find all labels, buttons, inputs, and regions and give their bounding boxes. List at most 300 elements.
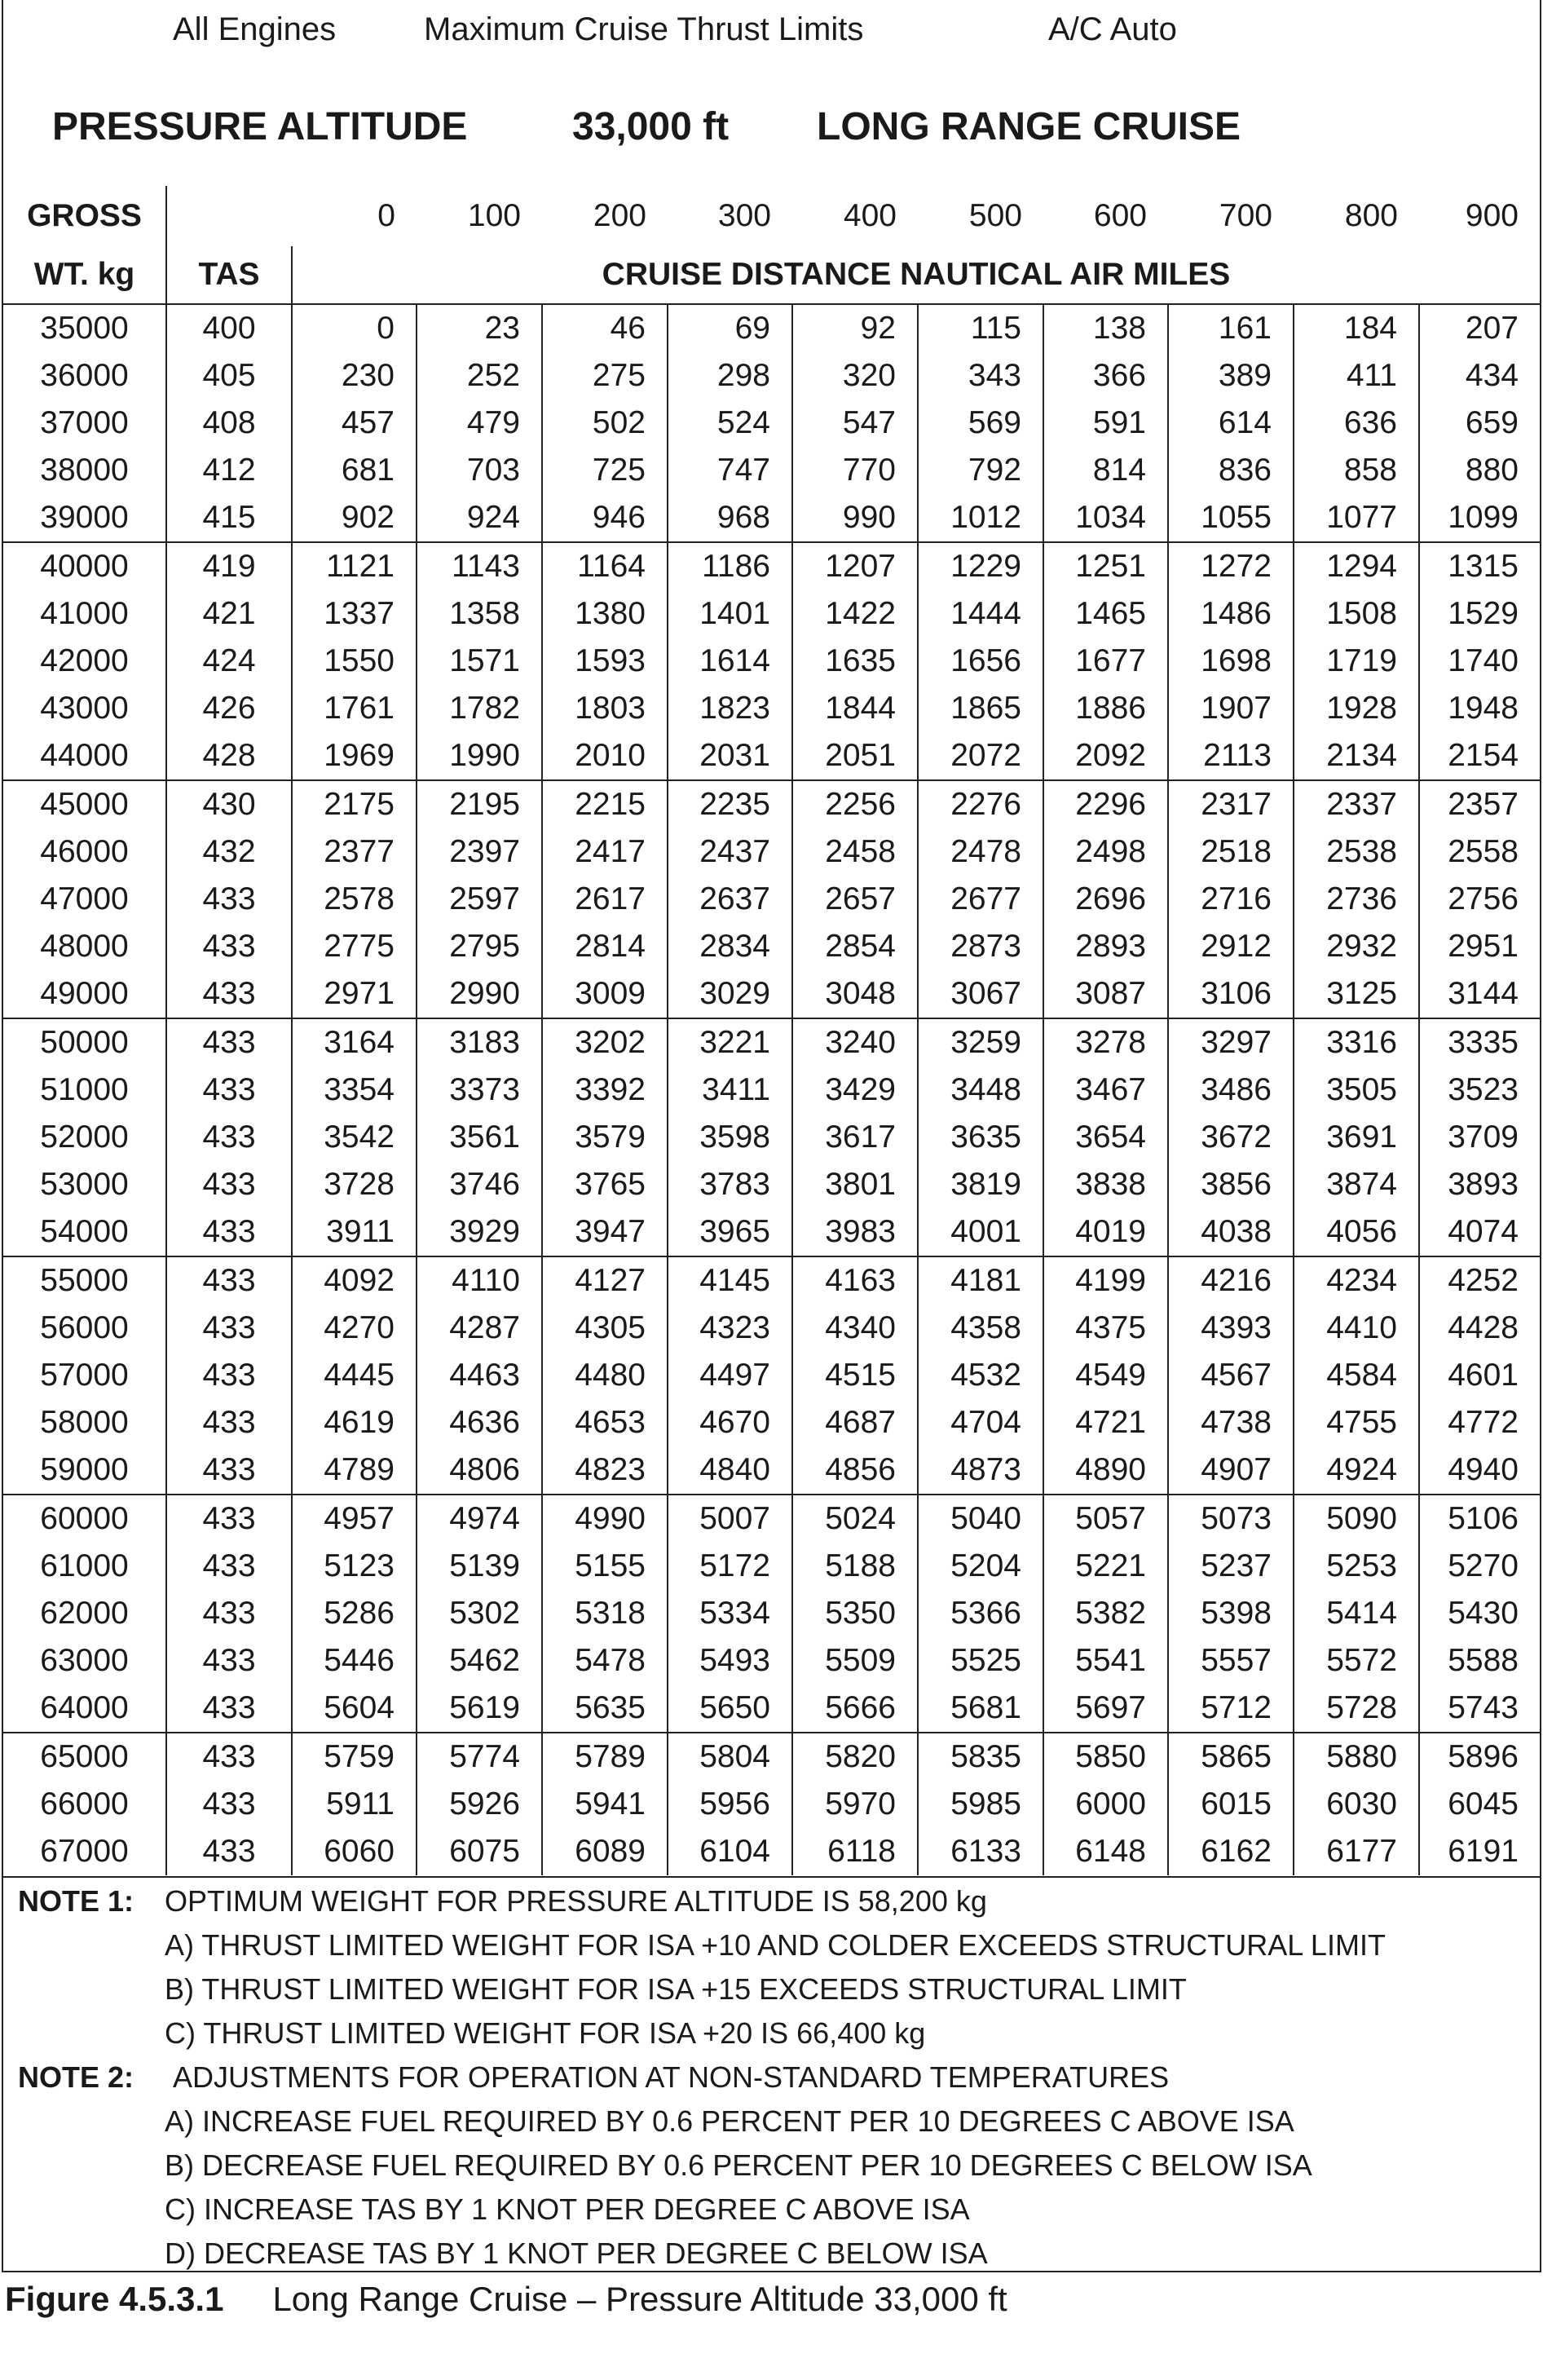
tas-cell: 433 bbox=[166, 923, 292, 970]
distance-cell: 5155 bbox=[542, 1543, 668, 1590]
distance-cell: 457 bbox=[292, 400, 417, 447]
distance-cell: 2031 bbox=[668, 732, 792, 780]
distance-cell: 3125 bbox=[1294, 970, 1419, 1018]
distance-cell: 3819 bbox=[918, 1161, 1043, 1208]
gross-weight-cell: 36000 bbox=[3, 352, 166, 400]
distance-cell: 4567 bbox=[1168, 1352, 1294, 1399]
cruise-distance-table bbox=[3, 186, 1540, 1875]
distance-cell: 3929 bbox=[417, 1208, 542, 1256]
distance-cell: 23 bbox=[417, 304, 542, 352]
distance-cell: 2417 bbox=[542, 828, 668, 876]
distance-cell: 1593 bbox=[542, 638, 668, 685]
distance-cell: 2215 bbox=[542, 780, 668, 828]
table-row bbox=[3, 1114, 1540, 1161]
distance-cell: 5985 bbox=[918, 1781, 1043, 1828]
distance-cell: 3965 bbox=[668, 1208, 792, 1256]
distance-cell: 1761 bbox=[292, 685, 417, 732]
distance-cell: 902 bbox=[292, 494, 417, 542]
distance-cell: 4497 bbox=[668, 1352, 792, 1399]
distance-cell: 4721 bbox=[1043, 1399, 1168, 1446]
distance-cell: 4252 bbox=[1448, 1263, 1519, 1298]
distance-cell: 69 bbox=[668, 304, 792, 352]
distance-cell: 1034 bbox=[1043, 494, 1168, 542]
distance-cell: 1948 bbox=[1448, 691, 1519, 726]
gross-weight-cell: 53000 bbox=[3, 1161, 166, 1208]
table-row bbox=[3, 1781, 1540, 1828]
column-header-row bbox=[3, 186, 1540, 246]
distance-cell: 5588 bbox=[1448, 1643, 1519, 1678]
distance-cell: 1928 bbox=[1294, 685, 1419, 732]
distance-cell: 3505 bbox=[1294, 1066, 1419, 1114]
gross-weight-cell: 55000 bbox=[3, 1256, 166, 1305]
distance-cell: 4019 bbox=[1043, 1208, 1168, 1256]
table-row bbox=[3, 590, 1540, 638]
altitude-value: 33,000 ft bbox=[572, 105, 730, 148]
distance-cell: 2951 bbox=[1448, 929, 1519, 964]
distance-cell: 4653 bbox=[542, 1399, 668, 1446]
tas-cell: 428 bbox=[166, 732, 292, 780]
tas-cell: 433 bbox=[166, 1495, 292, 1543]
distance-cell: 3202 bbox=[542, 1018, 668, 1066]
distance-cell: 5414 bbox=[1294, 1590, 1419, 1637]
cruise-table-sheet bbox=[2, 0, 1541, 2272]
distance-cell: 46 bbox=[542, 304, 668, 352]
note2-label: NOTE 2: bbox=[18, 2060, 134, 2094]
distance-cell: 6060 bbox=[292, 1828, 417, 1875]
note2-item: A) INCREASE FUEL REQUIRED BY 0.6 PERCENT PER 10 DEGREES C ABOVE ISA bbox=[165, 2104, 1294, 2138]
distance-cell: 4445 bbox=[292, 1352, 417, 1399]
tas-cell: 433 bbox=[166, 1637, 292, 1685]
ac-label: A/C Auto bbox=[1048, 11, 1177, 47]
distance-cell: 2716 bbox=[1168, 876, 1294, 923]
distance-cell: 3856 bbox=[1168, 1161, 1294, 1208]
table-row bbox=[3, 685, 1540, 732]
distance-cell: 636 bbox=[1294, 400, 1419, 447]
distance-cell: 3448 bbox=[918, 1066, 1043, 1114]
distance-cell: 1886 bbox=[1043, 685, 1168, 732]
distance-cell: 1315 bbox=[1448, 549, 1519, 584]
distance-cell: 6133 bbox=[918, 1828, 1043, 1875]
distance-cell: 814 bbox=[1043, 447, 1168, 494]
distance-cell: 2051 bbox=[792, 732, 918, 780]
distance-cell: 4428 bbox=[1448, 1310, 1519, 1345]
distance-cell: 5712 bbox=[1168, 1685, 1294, 1733]
distance-cell: 5334 bbox=[668, 1590, 792, 1637]
distance-column-header: 900 bbox=[1465, 198, 1519, 233]
distance-cell: 5804 bbox=[668, 1733, 792, 1781]
distance-cell: 4480 bbox=[542, 1352, 668, 1399]
distance-cell: 1803 bbox=[542, 685, 668, 732]
distance-cell: 2558 bbox=[1448, 834, 1519, 869]
distance-cell: 3392 bbox=[542, 1066, 668, 1114]
distance-cell: 1865 bbox=[918, 685, 1043, 732]
gross-weight-cell: 65000 bbox=[3, 1733, 166, 1781]
distance-cell: 924 bbox=[417, 494, 542, 542]
note1-label: NOTE 1: bbox=[18, 1884, 134, 1918]
distance-cell: 275 bbox=[542, 352, 668, 400]
distance-cell: 5728 bbox=[1294, 1685, 1419, 1733]
distance-cell: 434 bbox=[1465, 358, 1519, 393]
distance-cell: 3598 bbox=[668, 1114, 792, 1161]
distance-cell: 3874 bbox=[1294, 1161, 1419, 1208]
gross-weight-cell: 45000 bbox=[3, 780, 166, 828]
table-row bbox=[3, 1446, 1540, 1495]
distance-cell: 320 bbox=[792, 352, 918, 400]
distance-cell: 252 bbox=[417, 352, 542, 400]
distance-cell: 4270 bbox=[292, 1305, 417, 1352]
distance-cell: 5286 bbox=[292, 1590, 417, 1637]
gross-header: GROSS bbox=[3, 186, 166, 246]
distance-cell: 614 bbox=[1168, 400, 1294, 447]
distance-cell: 5446 bbox=[292, 1637, 417, 1685]
distance-column-header: 200 bbox=[593, 198, 646, 233]
engines-label: All Engines bbox=[173, 11, 337, 47]
table-row bbox=[3, 1685, 1540, 1733]
tas-cell: 433 bbox=[166, 1256, 292, 1305]
distance-cell: 4907 bbox=[1168, 1446, 1294, 1495]
figure-number: Figure 4.5.3.1 bbox=[5, 2280, 224, 2318]
distance-cell: 2932 bbox=[1294, 923, 1419, 970]
note2-item: C) INCREASE TAS BY 1 KNOT PER DEGREE C ABOVE ISA bbox=[165, 2192, 970, 2226]
tas-cell: 433 bbox=[166, 1828, 292, 1875]
distance-cell: 5970 bbox=[792, 1781, 918, 1828]
distance-cell: 4772 bbox=[1448, 1405, 1519, 1440]
note2-item: D) DECREASE TAS BY 1 KNOT PER DEGREE C BELOW ISA bbox=[165, 2236, 988, 2270]
table-row bbox=[3, 780, 1540, 828]
table-row bbox=[3, 732, 1540, 780]
distance-cell: 6045 bbox=[1448, 1786, 1519, 1821]
distance-cell: 1782 bbox=[417, 685, 542, 732]
tas-cell: 433 bbox=[166, 1018, 292, 1066]
distance-cell: 770 bbox=[792, 447, 918, 494]
distance-cell: 3009 bbox=[542, 970, 668, 1018]
table-row bbox=[3, 400, 1540, 447]
distance-cell: 3486 bbox=[1168, 1066, 1294, 1114]
cruise-mode-label: LONG RANGE CRUISE bbox=[817, 105, 1241, 148]
distance-cell: 4463 bbox=[417, 1352, 542, 1399]
tas-cell: 433 bbox=[166, 1114, 292, 1161]
distance-cell: 5073 bbox=[1168, 1495, 1294, 1543]
distance-cell: 5493 bbox=[668, 1637, 792, 1685]
tas-cell: 430 bbox=[166, 780, 292, 828]
distance-cell: 4110 bbox=[417, 1256, 542, 1305]
tas-cell: 400 bbox=[166, 304, 292, 352]
distance-cell: 3801 bbox=[792, 1161, 918, 1208]
distance-cell: 2235 bbox=[668, 780, 792, 828]
distance-cell: 3542 bbox=[292, 1114, 417, 1161]
table-row bbox=[3, 1018, 1540, 1066]
tas-cell: 433 bbox=[166, 1590, 292, 1637]
distance-cell: 4145 bbox=[668, 1256, 792, 1305]
distance-cell: 5221 bbox=[1043, 1543, 1168, 1590]
distance-cell: 2397 bbox=[417, 828, 542, 876]
tas-cell: 433 bbox=[166, 1685, 292, 1733]
distance-cell: 5270 bbox=[1448, 1548, 1519, 1583]
distance-cell: 1698 bbox=[1168, 638, 1294, 685]
distance-cell: 5572 bbox=[1294, 1637, 1419, 1685]
gross-weight-cell: 41000 bbox=[3, 590, 166, 638]
distance-cell: 880 bbox=[1465, 453, 1519, 488]
distance-cell: 5318 bbox=[542, 1590, 668, 1637]
distance-column-header: 300 bbox=[717, 198, 771, 233]
distance-cell: 1444 bbox=[918, 590, 1043, 638]
distance-cell: 5956 bbox=[668, 1781, 792, 1828]
gross-weight-cell: 49000 bbox=[3, 970, 166, 1018]
distance-cell: 547 bbox=[792, 400, 918, 447]
distance-cell: 2677 bbox=[918, 876, 1043, 923]
distance-cell: 1635 bbox=[792, 638, 918, 685]
distance-column-header: 400 bbox=[843, 198, 897, 233]
distance-cell: 4056 bbox=[1294, 1208, 1419, 1256]
distance-cell: 5650 bbox=[668, 1685, 792, 1733]
distance-cell: 5090 bbox=[1294, 1495, 1419, 1543]
distance-cell: 3635 bbox=[918, 1114, 1043, 1161]
gross-weight-cell: 61000 bbox=[3, 1543, 166, 1590]
distance-cell: 4163 bbox=[792, 1256, 918, 1305]
table-row bbox=[3, 1590, 1540, 1637]
gross-weight-cell: 52000 bbox=[3, 1114, 166, 1161]
distance-cell: 184 bbox=[1294, 304, 1419, 352]
distance-cell: 4601 bbox=[1448, 1358, 1519, 1393]
distance-cell: 2912 bbox=[1168, 923, 1294, 970]
distance-cell: 591 bbox=[1043, 400, 1168, 447]
distance-cell: 4823 bbox=[542, 1446, 668, 1495]
distance-cell: 2657 bbox=[792, 876, 918, 923]
distance-cell: 1358 bbox=[417, 590, 542, 638]
distance-cell: 2134 bbox=[1294, 732, 1419, 780]
distance-cell: 2498 bbox=[1043, 828, 1168, 876]
distance-cell: 411 bbox=[1294, 352, 1419, 400]
distance-cell: 4704 bbox=[918, 1399, 1043, 1446]
distance-cell: 115 bbox=[918, 304, 1043, 352]
distance-cell: 4410 bbox=[1294, 1305, 1419, 1352]
distance-cell: 4738 bbox=[1168, 1399, 1294, 1446]
distance-cell: 5941 bbox=[542, 1781, 668, 1828]
table-row bbox=[3, 1828, 1540, 1875]
distance-cell: 1571 bbox=[417, 638, 542, 685]
distance-cell: 5478 bbox=[542, 1637, 668, 1685]
distance-cell: 4234 bbox=[1294, 1256, 1419, 1305]
distance-cell: 4636 bbox=[417, 1399, 542, 1446]
distance-cell: 2696 bbox=[1043, 876, 1168, 923]
gross-weight-cell: 67000 bbox=[3, 1828, 166, 1875]
distance-cell: 5462 bbox=[417, 1637, 542, 1685]
distance-cell: 2072 bbox=[918, 732, 1043, 780]
distance-cell: 1294 bbox=[1294, 542, 1419, 590]
gross-weight-cell: 42000 bbox=[3, 638, 166, 685]
distance-cell: 2893 bbox=[1043, 923, 1168, 970]
table-row bbox=[3, 1352, 1540, 1399]
distance-cell: 1164 bbox=[542, 542, 668, 590]
distance-cell: 4584 bbox=[1294, 1352, 1419, 1399]
distance-cell: 3316 bbox=[1294, 1018, 1419, 1066]
distance-cell: 2337 bbox=[1294, 780, 1419, 828]
distance-cell: 6104 bbox=[668, 1828, 792, 1875]
gross-weight-cell: 48000 bbox=[3, 923, 166, 970]
distance-cell: 4619 bbox=[292, 1399, 417, 1446]
distance-cell: 1508 bbox=[1294, 590, 1419, 638]
distance-cell: 4924 bbox=[1294, 1446, 1419, 1495]
table-row bbox=[3, 1637, 1540, 1685]
distance-cell: 1486 bbox=[1168, 590, 1294, 638]
distance-cell: 5302 bbox=[417, 1590, 542, 1637]
gross-weight-cell: 37000 bbox=[3, 400, 166, 447]
tas-cell: 421 bbox=[166, 590, 292, 638]
distance-cell: 5398 bbox=[1168, 1590, 1294, 1637]
distance-cell: 681 bbox=[292, 447, 417, 494]
distance-cell: 6089 bbox=[542, 1828, 668, 1875]
distance-cell: 3259 bbox=[918, 1018, 1043, 1066]
distance-cell: 5350 bbox=[792, 1590, 918, 1637]
distance-cell: 1907 bbox=[1168, 685, 1294, 732]
distance-cell: 5007 bbox=[668, 1495, 792, 1543]
gross-weight-cell: 66000 bbox=[3, 1781, 166, 1828]
table-row bbox=[3, 494, 1540, 542]
tas-cell: 433 bbox=[166, 970, 292, 1018]
distance-cell: 2597 bbox=[417, 876, 542, 923]
distance-cell: 6162 bbox=[1168, 1828, 1294, 1875]
distance-cell: 366 bbox=[1043, 352, 1168, 400]
distance-cell: 4940 bbox=[1419, 1446, 1540, 1495]
table-row bbox=[3, 542, 1540, 590]
distance-cell: 5850 bbox=[1043, 1733, 1168, 1781]
distance-cell: 3947 bbox=[542, 1208, 668, 1256]
distance-cell: 389 bbox=[1168, 352, 1294, 400]
distance-cell: 5926 bbox=[417, 1781, 542, 1828]
distance-cell: 5188 bbox=[792, 1543, 918, 1590]
distance-cell: 3067 bbox=[918, 970, 1043, 1018]
distance-cell: 5666 bbox=[792, 1685, 918, 1733]
gross-weight-cell: 46000 bbox=[3, 828, 166, 876]
distance-cell: 1337 bbox=[292, 590, 417, 638]
distance-cell: 3278 bbox=[1043, 1018, 1168, 1066]
distance-cell: 298 bbox=[668, 352, 792, 400]
distance-cell: 2377 bbox=[292, 828, 417, 876]
distance-cell: 1272 bbox=[1168, 542, 1294, 590]
distance-cell: 1207 bbox=[792, 542, 918, 590]
distance-cell: 4840 bbox=[668, 1446, 792, 1495]
distance-cell: 4806 bbox=[417, 1446, 542, 1495]
distance-column-header: 0 bbox=[377, 198, 395, 233]
distance-cell: 5604 bbox=[292, 1685, 417, 1733]
tas-cell: 412 bbox=[166, 447, 292, 494]
distance-cell: 138 bbox=[1043, 304, 1168, 352]
distance-cell: 3087 bbox=[1043, 970, 1168, 1018]
distance-column-header: 700 bbox=[1219, 198, 1272, 233]
distance-cell: 502 bbox=[542, 400, 668, 447]
tas-cell: 433 bbox=[166, 1305, 292, 1352]
distance-cell: 3373 bbox=[417, 1066, 542, 1114]
distance-cell: 1099 bbox=[1419, 494, 1540, 542]
table-row bbox=[3, 1399, 1540, 1446]
distance-cell: 2617 bbox=[542, 876, 668, 923]
distance-cell: 5106 bbox=[1448, 1501, 1519, 1536]
distance-cell: 5172 bbox=[668, 1543, 792, 1590]
distance-cell: 2814 bbox=[542, 923, 668, 970]
distance-cell: 3106 bbox=[1168, 970, 1294, 1018]
distance-cell: 5896 bbox=[1448, 1739, 1519, 1774]
table-row bbox=[3, 1305, 1540, 1352]
distance-cell: 1844 bbox=[792, 685, 918, 732]
weight-unit-header: WT. kg bbox=[3, 246, 166, 304]
figure-title: Long Range Cruise – Pressure Altitude 33,000 ft bbox=[272, 2280, 1007, 2318]
distance-cell: 2990 bbox=[417, 970, 542, 1018]
distance-cell: 4340 bbox=[792, 1305, 918, 1352]
distance-cell: 3411 bbox=[668, 1066, 792, 1114]
distance-cell: 5040 bbox=[918, 1495, 1043, 1543]
distance-cell: 725 bbox=[542, 447, 668, 494]
gross-weight-cell: 59000 bbox=[3, 1446, 166, 1495]
distance-cell: 2154 bbox=[1419, 732, 1540, 780]
distance-cell: 2195 bbox=[417, 780, 542, 828]
distance-cell: 6075 bbox=[417, 1828, 542, 1875]
distance-cell: 4890 bbox=[1043, 1446, 1168, 1495]
distance-cell: 1614 bbox=[668, 638, 792, 685]
distance-cell: 1990 bbox=[417, 732, 542, 780]
note1-text: OPTIMUM WEIGHT FOR PRESSURE ALTITUDE IS 58,200 kg bbox=[165, 1884, 987, 1918]
gross-weight-cell: 64000 bbox=[3, 1685, 166, 1733]
distance-cell: 2256 bbox=[792, 780, 918, 828]
distance-cell: 4755 bbox=[1294, 1399, 1419, 1446]
distance-cell: 92 bbox=[792, 304, 918, 352]
distance-cell: 2538 bbox=[1294, 828, 1419, 876]
distance-cell: 5743 bbox=[1419, 1685, 1540, 1733]
distance-cell: 2317 bbox=[1168, 780, 1294, 828]
tas-header: TAS bbox=[166, 246, 292, 304]
blank-header-cell bbox=[166, 186, 292, 246]
distance-cell: 3765 bbox=[542, 1161, 668, 1208]
table-row bbox=[3, 876, 1540, 923]
distance-cell: 3561 bbox=[417, 1114, 542, 1161]
distance-cell: 2775 bbox=[292, 923, 417, 970]
altitude-label: PRESSURE ALTITUDE bbox=[52, 105, 468, 148]
distance-cell: 2437 bbox=[668, 828, 792, 876]
distance-cell: 4873 bbox=[918, 1446, 1043, 1495]
distance-cell: 2736 bbox=[1294, 876, 1419, 923]
distance-cell: 4856 bbox=[792, 1446, 918, 1495]
distance-cell: 858 bbox=[1294, 447, 1419, 494]
table-row bbox=[3, 1066, 1540, 1114]
distance-cell: 2795 bbox=[417, 923, 542, 970]
tas-cell: 405 bbox=[166, 352, 292, 400]
distance-cell: 4323 bbox=[668, 1305, 792, 1352]
distance-cell: 1380 bbox=[542, 590, 668, 638]
distance-cell: 5789 bbox=[542, 1733, 668, 1781]
distance-cell: 2756 bbox=[1448, 881, 1519, 916]
tas-cell: 433 bbox=[166, 1066, 292, 1114]
distance-cell: 2834 bbox=[668, 923, 792, 970]
distance-cell: 4074 bbox=[1419, 1208, 1540, 1256]
distance-cell: 5204 bbox=[918, 1543, 1043, 1590]
distance-cell: 3183 bbox=[417, 1018, 542, 1066]
gross-weight-cell: 56000 bbox=[3, 1305, 166, 1352]
gross-weight-cell: 39000 bbox=[3, 494, 166, 542]
distance-cell: 3709 bbox=[1448, 1119, 1519, 1155]
distance-cell: 5911 bbox=[292, 1781, 417, 1828]
distance-cell: 3164 bbox=[292, 1018, 417, 1066]
distance-cell: 230 bbox=[292, 352, 417, 400]
distance-cell: 2092 bbox=[1043, 732, 1168, 780]
distance-cell: 5635 bbox=[542, 1685, 668, 1733]
distance-cell: 5759 bbox=[292, 1733, 417, 1781]
distance-cell: 1422 bbox=[792, 590, 918, 638]
distance-cell: 6000 bbox=[1043, 1781, 1168, 1828]
distance-cell: 1012 bbox=[918, 494, 1043, 542]
distance-cell: 3911 bbox=[292, 1208, 417, 1256]
table-row bbox=[3, 1161, 1540, 1208]
distance-cell: 5835 bbox=[918, 1733, 1043, 1781]
distance-cell: 5865 bbox=[1168, 1733, 1294, 1781]
